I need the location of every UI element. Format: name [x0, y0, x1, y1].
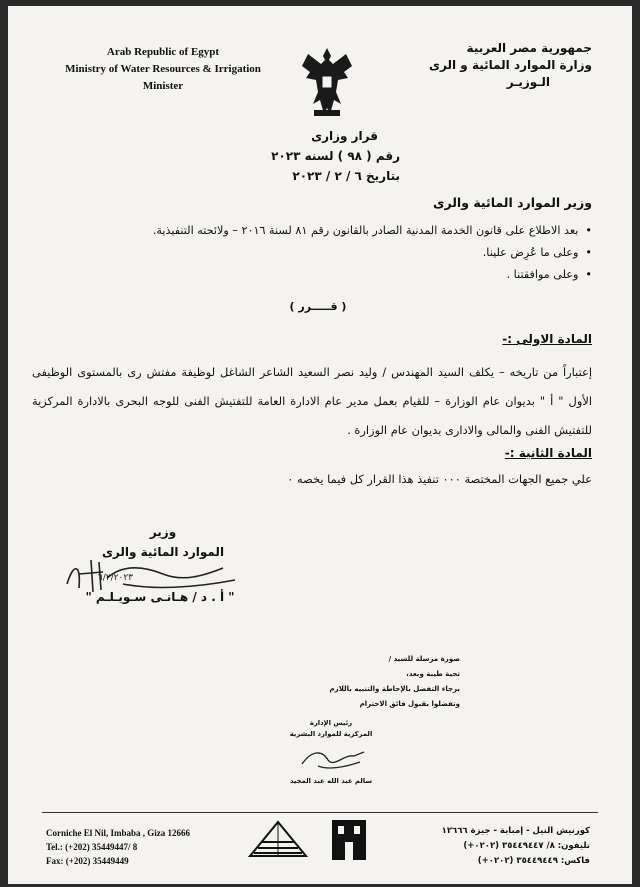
article-2-heading: المادة الثانية :- — [504, 446, 592, 460]
copies-line: برجاء التفضل بالإحاطة والتنبيه باللازم — [329, 685, 460, 693]
preamble-item: • وعلى موافقتنا . — [32, 264, 592, 286]
header-en-minister: Minister — [142, 80, 184, 92]
minister-title: وزير الموارد المائية والرى — [433, 195, 592, 210]
decree-date: بتاريخ ٦ / ٢ / ٢٠٢٣ — [292, 169, 400, 183]
article-1-text: إعتباراً من تاريخه – يكلف السيد المهندس / وليد نصر السعيد الشاعر الشاغل لوظيفة مفتش رى بالمستوى الوظيفى الأول " أ " بديوان عام الوزارة – للقيام بعمل مدير عام الادارة العامة للتفتيش الفنى للوجه البحرى بالادارة المركزية للتفتيش الفنى والمالى والادارى بديوان عام الوزارة . — [32, 365, 592, 437]
signature-title-line1: وزير — [149, 525, 177, 539]
copies-line: تحية طيبة وبعد، — [406, 670, 460, 678]
header-en-ministry: Ministry of Water Resources & Irrigation — [65, 63, 261, 75]
header-ar-country: جمهورية مصر العربية — [466, 41, 592, 55]
preamble-list — [32, 220, 592, 286]
decree-document — [8, 6, 632, 884]
decides-heading: ( قـــــرر ) — [289, 300, 347, 313]
preamble-item: • بعد الاطلاع على قانون الخدمة المدنية الصادر بالقانون رقم ٨١ لسنة ٢٠١٦ – ولائحته التنفيذية. — [32, 220, 592, 242]
footer-english — [46, 826, 190, 868]
preamble-item: • وعلى ما عُرِض علينا. — [32, 242, 592, 264]
hr-office-line2: المركزية للموارد البشرية — [289, 730, 373, 738]
decree-number: رقم ( ٩٨ ) لسنه ٢٠٢٣ — [271, 149, 400, 163]
footer-en-tel: Tel.: (+202) 35449447/ 8 — [46, 842, 138, 852]
building-logo-icon — [330, 818, 368, 862]
header-ar-ministry: وزارة الموارد المائية و الرى — [429, 58, 592, 72]
footer-ar-tel: تليفون: ٨/ ٣٥٤٤٩٤٤٧ (٠٢٠٢+) — [463, 841, 590, 851]
header-english — [48, 44, 278, 95]
article-1-heading: المادة الاولى :- — [502, 332, 592, 346]
footer-en-fax: Fax: (+202) 35449449 — [46, 856, 129, 866]
decree-title: قرار وزارى — [311, 129, 378, 143]
header-en-country: Arab Republic of Egypt — [106, 46, 220, 58]
hr-signature-icon — [298, 746, 368, 772]
hr-office-line1: رئيس الإدارة — [309, 719, 353, 727]
copies-line: صورة مرسلة للسيد / — [388, 655, 460, 663]
copies-block — [250, 652, 460, 712]
signature-name: " أ . د / هـانـى سـويـلـم " — [85, 590, 235, 604]
footer-en-address: Corniche El Nil, Imbaba , Giza 12666 — [46, 828, 191, 838]
signature-title-line2: الموارد المائية والرى — [101, 545, 225, 559]
hr-office-name: سالم عبد الله عبد المجيد — [289, 777, 373, 785]
footer-arabic — [390, 824, 590, 869]
handwritten-date: ٦/٢/٢٠٢٣ — [97, 573, 133, 583]
header-arabic — [422, 40, 592, 91]
decree-info — [230, 126, 400, 186]
copies-line: وتفضلوا بقبول فائق الاحترام — [359, 700, 460, 708]
footer-ar-fax: فاكس: ٣٥٤٤٩٤٤٩ (٠٢٠٢+) — [477, 856, 590, 866]
footer-divider — [42, 812, 598, 813]
pyramid-logo-icon — [246, 820, 310, 860]
header-ar-minister: الـوزيـر — [506, 75, 550, 89]
eagle-emblem-icon — [300, 46, 354, 118]
article-2-text: علي جميع الجهات المختصة ٠٠٠ تنفيذ هذا القرار كل فيما يخصه ٠ — [287, 472, 592, 486]
footer-ar-address: كورنيش النيل - إمبابة - جيزة ١٢٦٦٦ — [441, 826, 590, 836]
